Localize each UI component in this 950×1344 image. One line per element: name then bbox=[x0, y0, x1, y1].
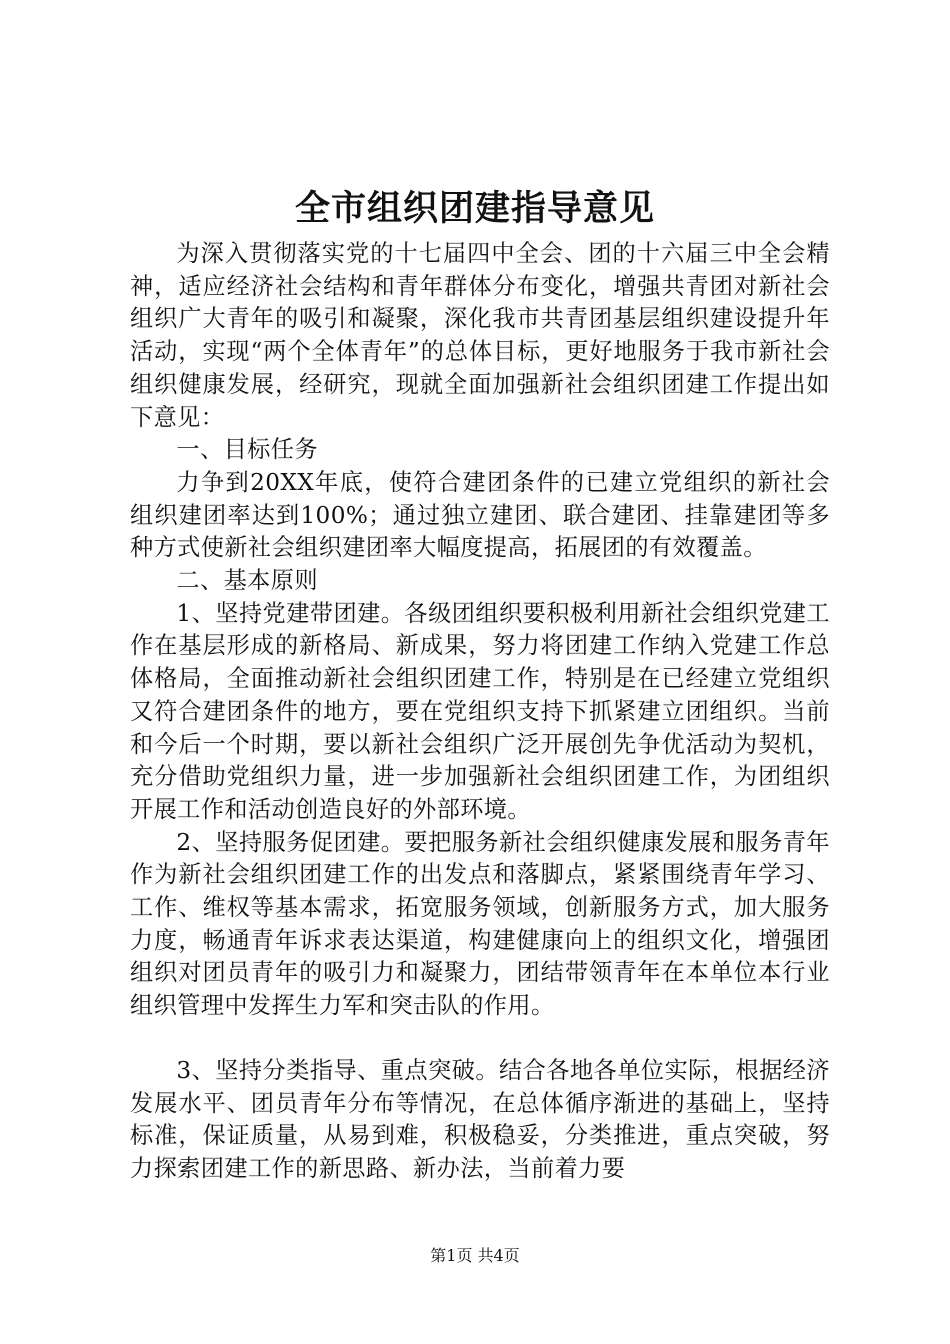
goals-paragraph: 力争到20XX年底，使符合建团条件的已建立党组织的新社会组织建团率达到100%；通过独立建团、联合建团、挂靠建团等多种方式使新社会组织建团率大幅度提高，拓展团的有效覆盖。 bbox=[130, 468, 830, 562]
document-body bbox=[130, 238, 830, 1186]
section-heading-principles: 二、基本原则 bbox=[176, 567, 318, 595]
document-title: 全市组织团建指导意见 bbox=[294, 188, 655, 229]
principle-3-paragraph: 3、坚持分类指导、重点突破。结合各地各单位实际，根据经济发展水平、团员青年分布等情况，在总体循序渐进的基础上，坚持标准，保证质量，从易到难，积极稳妥，分类推进，重点突破，努力探索团建工作的新思路、新办法，当前着力要 bbox=[130, 1056, 830, 1182]
principle-1-paragraph: 1、坚持党建带团建。各级团组织要积极利用新社会组织党建工作在基层形成的新格局、新成果，努力将团建工作纳入党建工作总体格局，全面推动新社会组织团建工作，特别是在已经建立党组织又符合建团条件的地方，要在党组织支持下抓紧建立团组织。当前和今后一个时期，要以新社会组织广泛开展创先争优活动为契机，充分借助党组织力量，进一步加强新社会组织团建工作，为团组织开展工作和活动创造良好的外部环境。 bbox=[130, 599, 830, 823]
intro-paragraph: 为深入贯彻落实党的十七届四中全会、团的十六届三中全会精神，适应经济社会结构和青年群体分布变化，增强共青团对新社会组织广大青年的吸引和凝聚，深化我市共青团基层组织建设提升年活动，实现“两个全体青年”的总体目标，更好地服务于我市新社会组织健康发展，经研究，现就全面加强新社会组织团建工作提出如下意见： bbox=[130, 240, 830, 431]
section-heading-goals: 一、目标任务 bbox=[176, 436, 318, 464]
page-footer: 第1页 共4页 bbox=[430, 1246, 520, 1265]
principle-2-paragraph: 2、坚持服务促团建。要把服务新社会组织健康发展和服务青年作为新社会组织团建工作的出发点和落脚点，紧紧围绕青年学习、工作、维权等基本需求，拓宽服务领域，创新服务方式，加大服务力度，畅通青年诉求表达渠道，构建健康向上的组织文化，增强团组织对团员青年的吸引力和凝聚力，团结带领青年在本单位本行业组织管理中发挥生力军和突击队的作用。 bbox=[130, 828, 830, 1020]
